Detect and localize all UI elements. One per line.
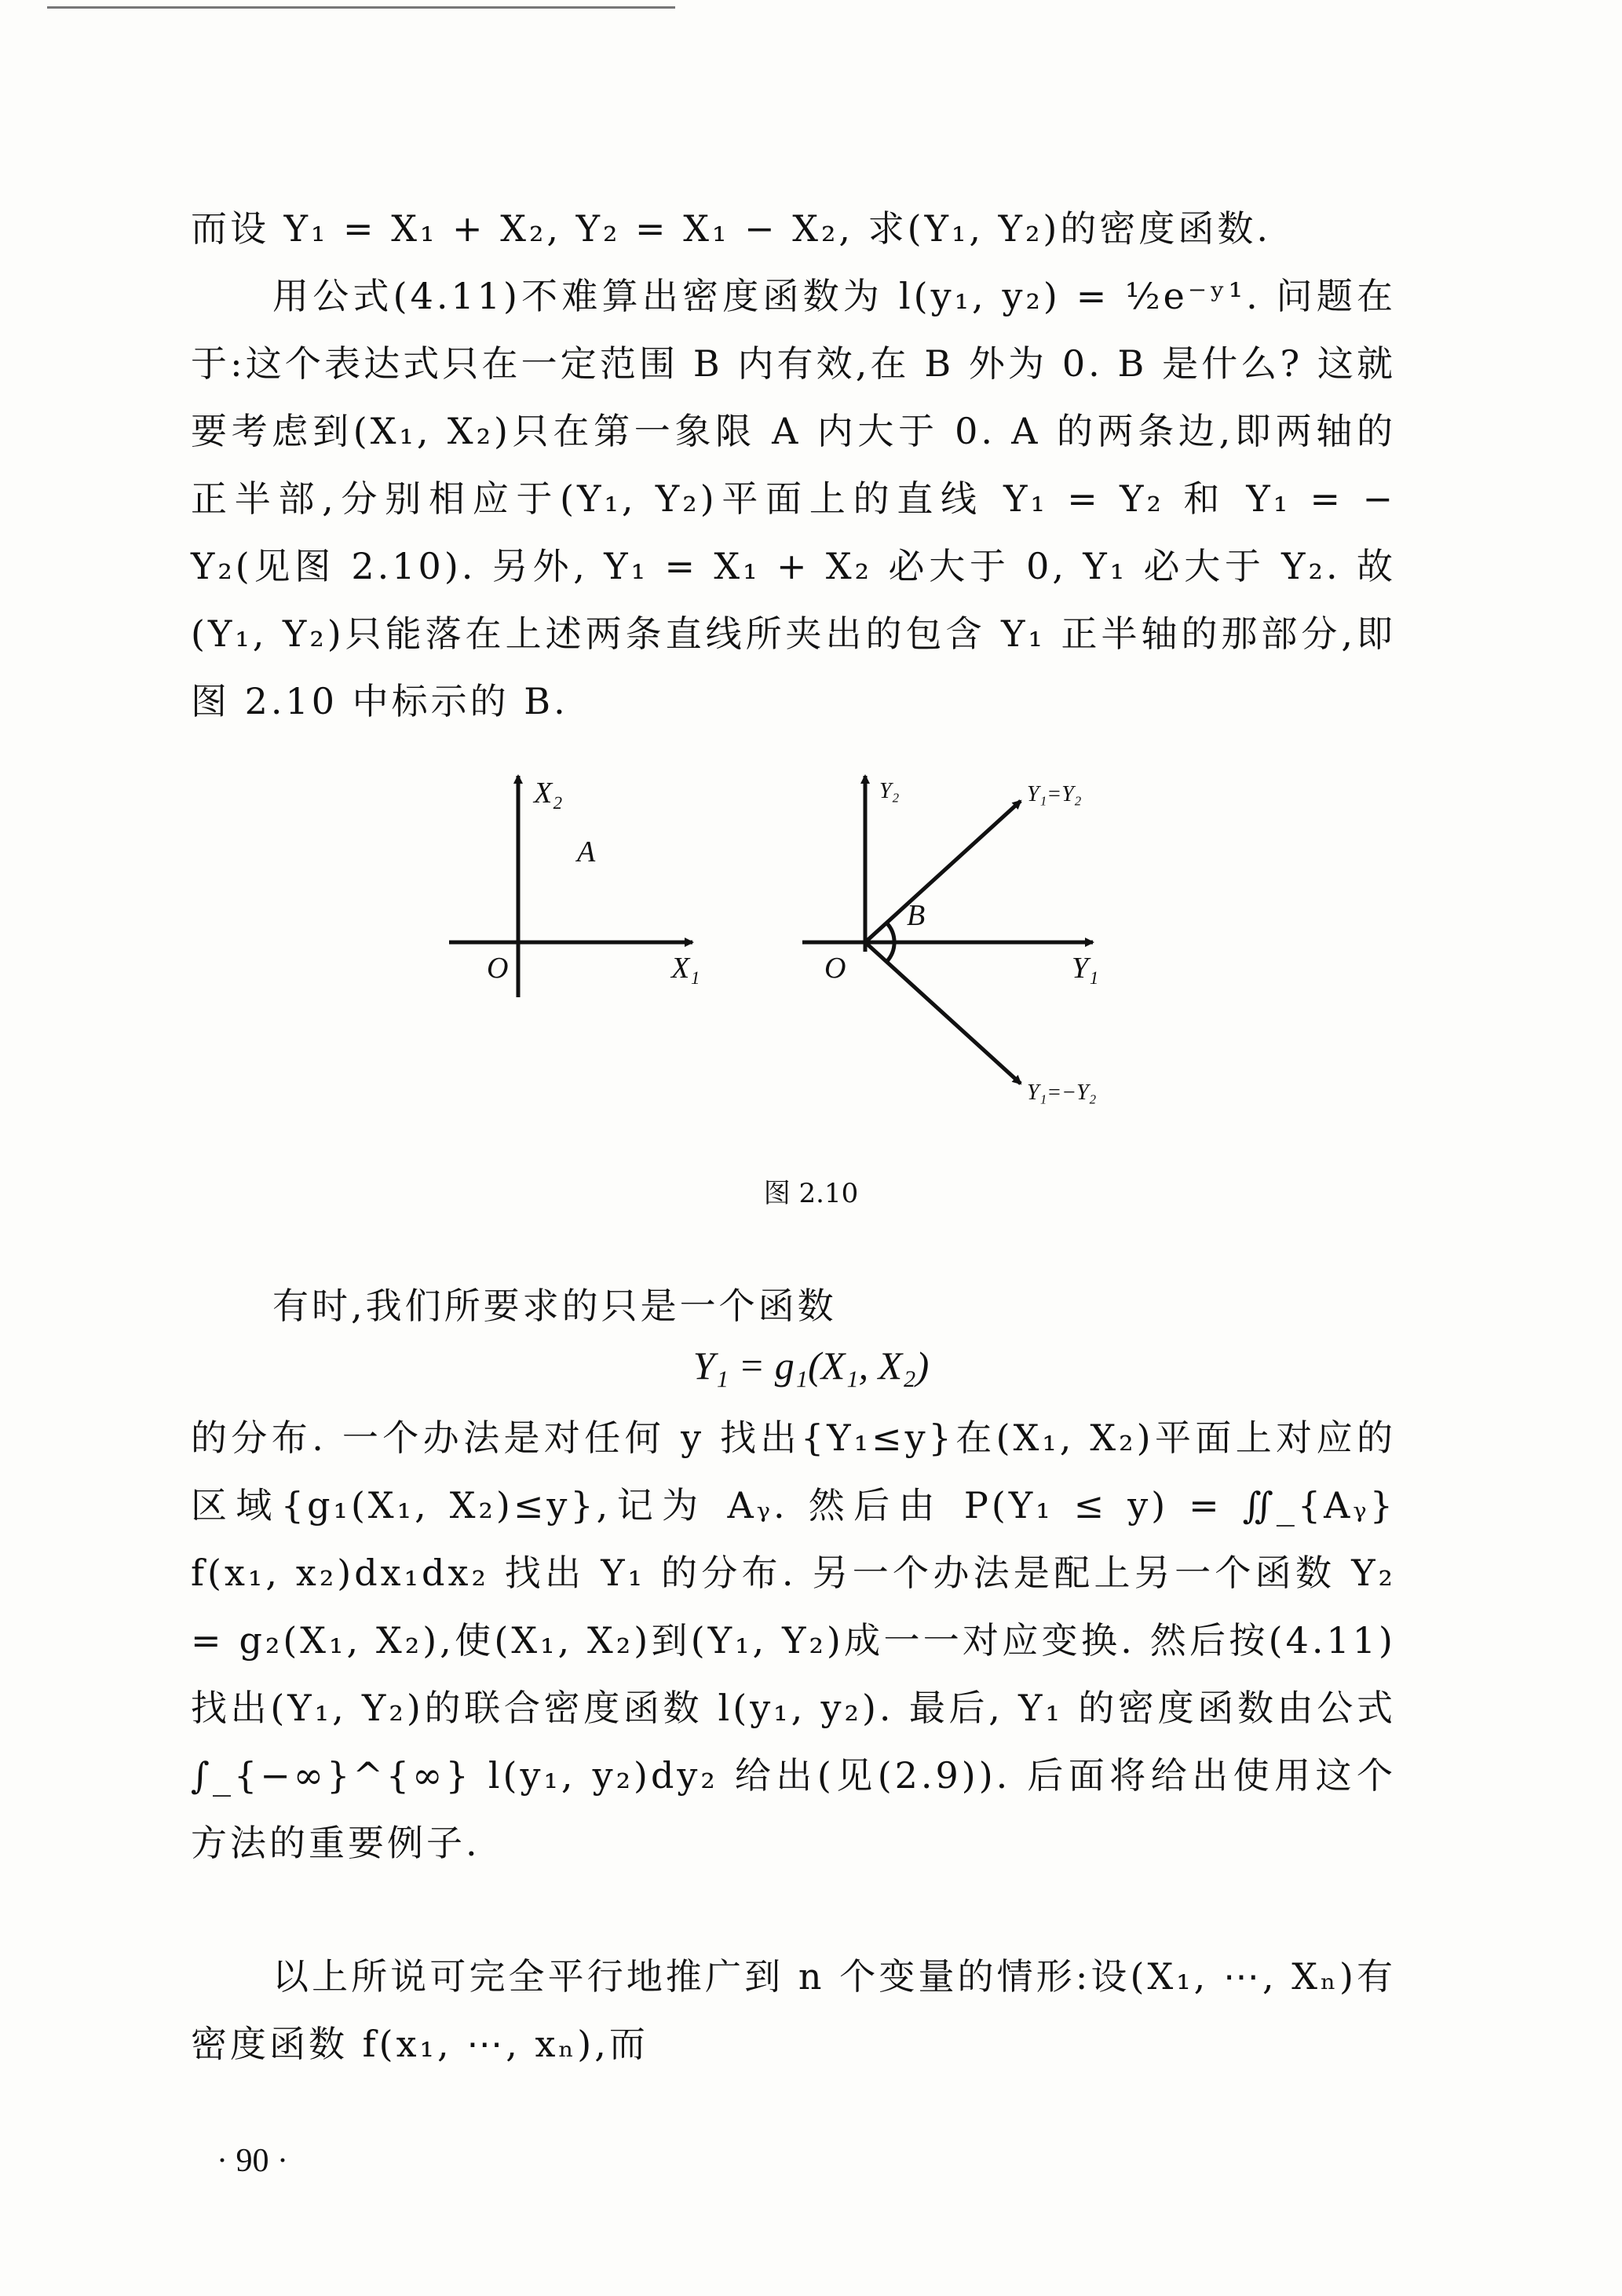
figure-2-10 bbox=[0, 754, 1622, 1194]
lower-line-label: Y₁=−Y₂ bbox=[1027, 1080, 1097, 1105]
x2-axis-label: X₂ bbox=[534, 777, 563, 810]
upper-line-label: Y₁=Y₂ bbox=[1027, 782, 1082, 806]
x1-axis-label: X₁ bbox=[671, 952, 700, 985]
paragraph-1: 而设 Y₁ = X₁ + X₂, Y₂ = X₁ − X₂, 求(Y₁, Y₂)的密度函数. bbox=[191, 207, 1272, 250]
region-a-label: A bbox=[577, 835, 596, 868]
paragraph-3: 有时,我们所要求的只是一个函数 bbox=[272, 1285, 837, 1327]
right-y1-axis-label: Y₁ bbox=[1072, 952, 1099, 985]
line-y1-eq-neg-y2 bbox=[865, 942, 1021, 1084]
right-diagram bbox=[802, 776, 1098, 1105]
paragraph-4: 的分布. 一个办法是对任何 y 找出{Y₁≤y}在(X₁, X₂)平面上对应的区域{g₁(X₁, X₂)≤y},记为 Aᵧ. 然后由 P(Y₁ ≤ y) = ∬_{Aᵧ} f(x₁, x₂)dx₁dx₂ 找出 Y₁ 的分布. 另一个办法是配上另一个函数 Y₂ = g₂(X₁, X₂),使(X₁, X₂)到(Y₁, Y₂)成一一对应变换. 然后按(4.11)找出(Y₁, Y₂)的联合密度函数 l(y₁, y₂). 最后, Y₁ 的密度函数由公式 ∫_{−∞}^{∞} l(y₁, y₂)dy₂ 给出(见(2.9)). 后面将给出使用这个方法的重要例子. bbox=[191, 1417, 1396, 1864]
line-y1-eq-y2 bbox=[865, 801, 1021, 942]
right-y2-axis-label: Y₂ bbox=[879, 779, 900, 803]
figure-caption: 图 2.10 bbox=[763, 1178, 859, 1209]
region-b-label: B bbox=[907, 899, 926, 932]
paragraph-5: 以上所说可完全平行地推广到 n 个变量的情形:设(X₁, ⋯, Xₙ)有密度函数 f(x₁, ⋯, xₙ),而 bbox=[191, 1955, 1396, 2065]
left-diagram bbox=[449, 776, 700, 997]
scan-top-line bbox=[47, 6, 675, 9]
right-origin-label: O bbox=[824, 952, 846, 985]
page-number: · 90 · bbox=[217, 2143, 288, 2179]
left-origin-label: O bbox=[487, 952, 509, 985]
display-equation: Y₁ = g₁(X₁, X₂) bbox=[692, 1344, 930, 1387]
paragraph-2: 用公式(4.11)不难算出密度函数为 l(y₁, y₂) = ½e⁻ʸ¹. 问题在于:这个表达式只在一定范围 B 内有效,在 B 外为 0. B 是什么? 这就要考虑到(X₁, X₂)只在第一象限 A 内大于 0. A 的两条边,即两轴的正半部,分别相应于(Y₁, Y₂)平面上的直线 Y₁ = Y₂ 和 Y₁ = − Y₂(见图 2.10). 另外, Y₁ = X₁ + X₂ 必大于 0, Y₁ 必大于 Y₂. 故(Y₁, Y₂)只能落在上述两条直线所夹出的包含 Y₁ 正半轴的那部分,即图 2.10 中标示的 B. bbox=[191, 275, 1396, 722]
